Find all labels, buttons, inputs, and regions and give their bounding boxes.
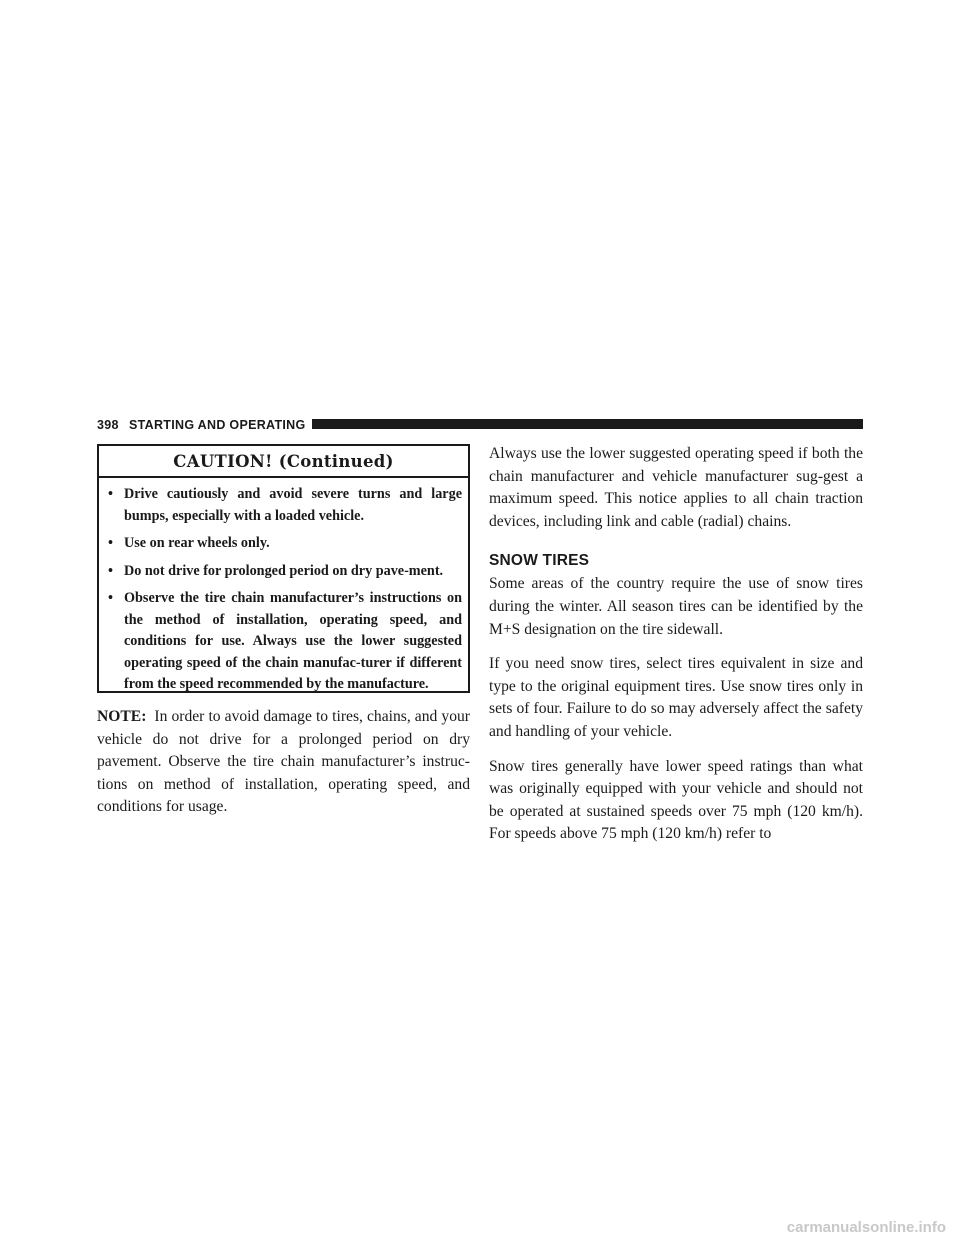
caution-item: • Do not drive for prolonged period on dry pave-ment. [108, 561, 462, 583]
caution-box [97, 444, 470, 693]
caution-item: • Drive cautiously and avoid severe turns and large bumps, especially with a loaded vehicle. [108, 484, 462, 527]
section-title: STARTING AND OPERATING [129, 418, 306, 432]
right-column [489, 443, 863, 846]
page-header [97, 416, 863, 434]
caution-item: • Observe the tire chain manufacturer’s instructions on the method of installation, operating speed, and conditions for use. Always use the lower suggested operating speed of the chain manufac-turer if different from the speed recommended by the manufacture. [108, 588, 462, 696]
note-paragraph [97, 706, 470, 819]
page-number: 398 [97, 418, 119, 432]
caution-item: • Use on rear wheels only. [108, 533, 462, 555]
body-paragraph: If you need snow tires, select tires equivalent in size and type to the original equipment tires. Use snow tires only in sets of four. Failure to do so may adversely affect the safety and handling of your vehicle. [489, 655, 863, 740]
note-label: NOTE: [97, 708, 147, 725]
snow-tires-heading: SNOW TIRES [489, 552, 590, 570]
body-paragraph: Some areas of the country require the use of snow tires during the winter. All season tires can be identified by the M+S designation on the tire sidewall. [489, 575, 863, 638]
watermark: carmanualsonline.info [786, 1219, 946, 1236]
note-text: In order to avoid damage to tires, chains, and your vehicle do not drive for a prolonged period on dry pavement. Observe the tire chain manufacturer’s instruc-tions on method of installation, operating speed, and conditions for usage. [97, 708, 470, 816]
header-rule [312, 419, 863, 429]
left-column [97, 706, 470, 819]
caution-list [99, 478, 468, 696]
caution-title: CAUTION! (Continued) [99, 446, 468, 478]
intro-paragraph: Always use the lower suggested operating speed if both the chain manufacturer and vehicle manufacturer sug-gest a maximum speed. This notice applies to all chain traction devices, including link and cable (radial) chains. [489, 445, 863, 530]
body-paragraph: Snow tires generally have lower speed ratings than what was originally equipped with your vehicle and should not be operated at sustained speeds over 75 mph (120 km/h). For speeds above 75 mph (120 km/h) refer to [489, 757, 863, 843]
